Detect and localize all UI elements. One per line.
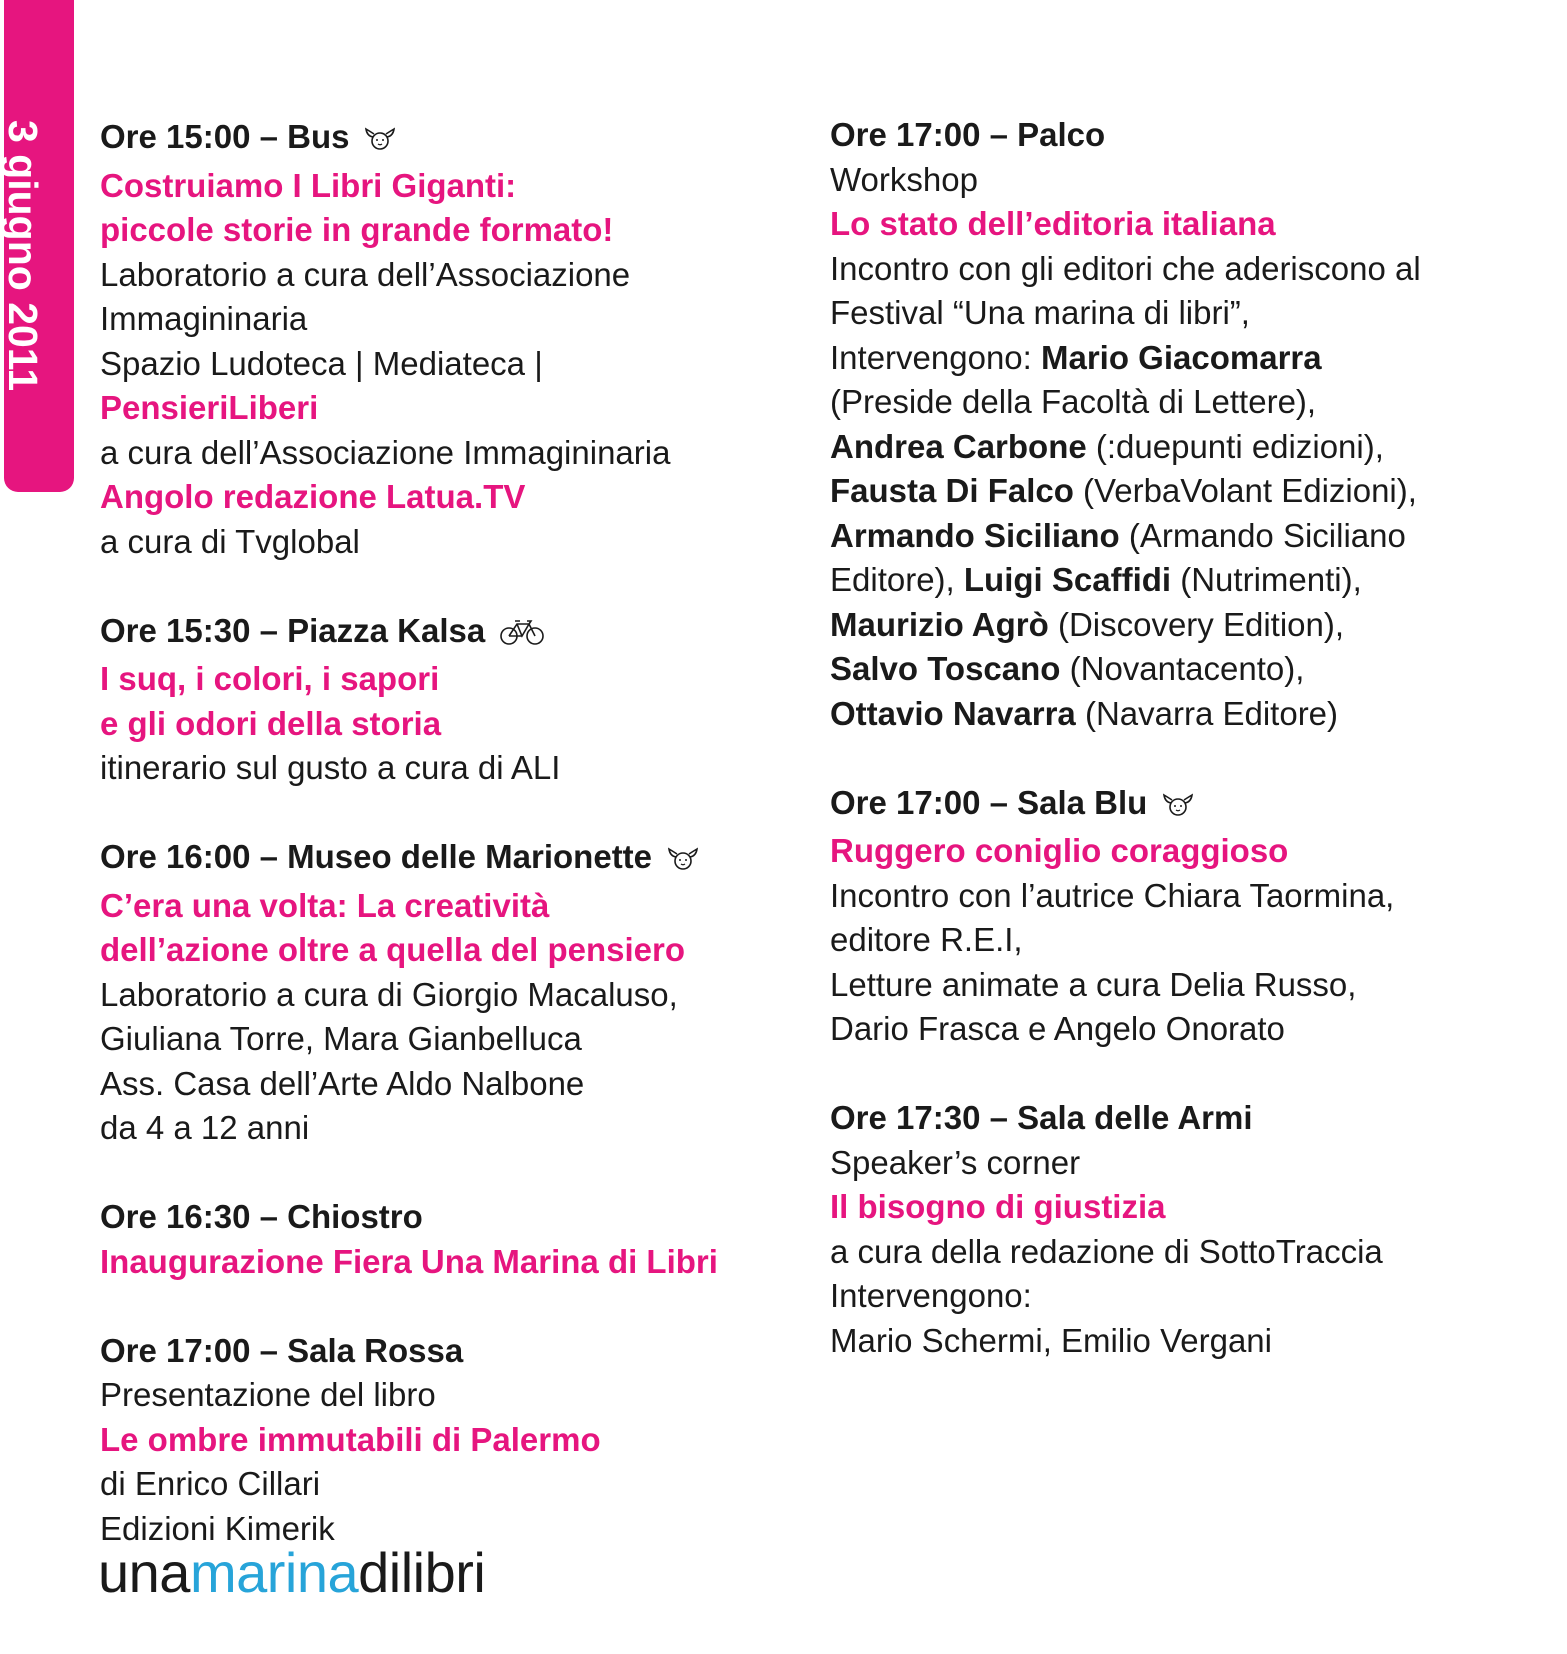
event-piazza-kalsa: [100, 609, 800, 791]
brand-logo: unamarinadilibri: [98, 1541, 486, 1604]
event-chiostro: [100, 1195, 800, 1284]
event-text: Intervengono:: [830, 1277, 1032, 1314]
event-text: Laboratorio a cura di Giorgio Macaluso,: [100, 975, 678, 1013]
event-text: Letture animate a cura Delia Russo,: [830, 965, 1357, 1003]
event-text: a cura dell’Associazione Immagininaria: [100, 433, 671, 471]
event-text: Armando Siciliano (Armando Siciliano: [830, 516, 1406, 554]
event-text: Immagininaria: [100, 300, 308, 337]
event-text: a cura della redazione di SottoTraccia: [830, 1232, 1383, 1270]
event-subtitle: PensieriLiberi: [100, 389, 319, 426]
event-title: C’era una volta: La creatività: [100, 886, 550, 924]
event-title: Costruiamo I Libri Giganti:: [100, 166, 517, 204]
event-heading: Ore 16:30 – Chiostro: [100, 1198, 423, 1235]
event-text: Editore), Luigi Scaffidi (Nutrimenti),: [830, 561, 1362, 598]
event-heading: Ore 17:30 – Sala delle Armi: [830, 1099, 1253, 1136]
event-text: Workshop: [830, 160, 978, 198]
program-left-column: [100, 115, 800, 1596]
event-title: Ruggero coniglio coraggioso: [830, 832, 1289, 869]
event-text: Speaker’s corner: [830, 1143, 1081, 1181]
event-text: Presentazione del libro: [100, 1376, 436, 1413]
event-text: di Enrico Cillari: [100, 1465, 321, 1502]
event-title: Le ombre immutabili di Palermo: [100, 1420, 601, 1458]
speaker-name: Luigi Scaffidi: [963, 561, 1172, 598]
event-heading: Ore 17:00 – Sala Blu: [830, 781, 1550, 830]
kid-face-icon: [1161, 785, 1195, 830]
speaker-name: Fausta Di Falco: [830, 472, 1074, 509]
event-heading: Ore 17:00 – Sala Rossa: [100, 1331, 464, 1369]
event-text: (Preside della Facoltà di Lettere),: [830, 383, 1317, 420]
event-text: Fausta Di Falco (VerbaVolant Edizioni),: [830, 472, 1417, 509]
event-text: Andrea Carbone (:duepunti edizioni),: [830, 427, 1384, 465]
event-heading: Ore 15:30 – Piazza Kalsa: [100, 609, 800, 658]
speaker-name: Armando Siciliano: [830, 516, 1120, 554]
event-palco: [830, 113, 1550, 736]
event-heading: Ore 16:00 – Museo delle Marionette: [100, 835, 800, 884]
event-heading: Ore 15:00 – Bus: [100, 115, 800, 164]
event-title: dell’azione oltre a quella del pensiero: [100, 931, 685, 968]
event-text: Spazio Ludoteca | Mediateca |: [100, 344, 543, 382]
event-title: e gli odori della storia: [100, 704, 442, 742]
event-subtitle: Angolo redazione Latua.TV: [100, 478, 526, 515]
event-title: Lo stato dell’editoria italiana: [830, 205, 1276, 242]
event-title: Il bisogno di giustizia: [830, 1188, 1166, 1225]
event-heading: Ore 17:00 – Palco: [830, 116, 1106, 153]
event-text: itinerario sul gusto a cura di ALI: [100, 749, 561, 786]
speaker-name: Ottavio Navarra: [830, 694, 1076, 732]
date-label: 3 giugno 2011: [0, 120, 46, 392]
event-text: Intervengono: Mario Giacomarra: [830, 338, 1322, 376]
event-title: Inaugurazione Fiera Una Marina di Libri: [100, 1242, 718, 1280]
event-text: Ass. Casa dell’Arte Aldo Nalbone: [100, 1064, 585, 1102]
event-museo-marionette: [100, 835, 800, 1151]
program-right-column: [830, 113, 1550, 1408]
event-sala-blu: [830, 781, 1550, 1052]
event-sala-rossa: [100, 1329, 800, 1552]
speaker-name: Andrea Carbone: [830, 427, 1087, 465]
kid-face-icon: [666, 839, 700, 884]
event-text: Incontro con gli editori che aderiscono al: [830, 249, 1421, 287]
event-text: Dario Frasca e Angelo Onorato: [830, 1010, 1285, 1047]
event-text: Ottavio Navarra (Navarra Editore): [830, 694, 1339, 732]
event-text: Mario Schermi, Emilio Vergani: [830, 1321, 1272, 1359]
event-text: a cura di Tvglobal: [100, 522, 360, 560]
event-text: Laboratorio a cura dell’Associazione: [100, 255, 631, 293]
event-text: Giuliana Torre, Mara Gianbelluca: [100, 1020, 582, 1057]
event-text: Salvo Toscano (Novantacento),: [830, 650, 1305, 687]
event-sala-armi: [830, 1096, 1550, 1363]
event-title: piccole storie in grande formato!: [100, 211, 614, 248]
date-tab: [0, 0, 74, 492]
bicycle-icon: [499, 613, 545, 658]
event-text: Festival “Una marina di libri”,: [830, 294, 1250, 331]
kid-face-icon: [363, 119, 397, 164]
event-title: I suq, i colori, i sapori: [100, 660, 440, 697]
speaker-name: Maurizio Agrò: [830, 605, 1049, 643]
speaker-name: Mario Giacomarra: [1041, 338, 1322, 376]
event-text: Edizioni Kimerik: [100, 1509, 335, 1547]
event-text: editore R.E.I,: [830, 921, 1023, 958]
event-bus: [100, 115, 800, 564]
speaker-name: Salvo Toscano: [830, 650, 1061, 687]
event-text: da 4 a 12 anni: [100, 1109, 310, 1146]
event-text: Maurizio Agrò (Discovery Edition),: [830, 605, 1345, 643]
event-text: Incontro con l’autrice Chiara Taormina,: [830, 876, 1395, 914]
